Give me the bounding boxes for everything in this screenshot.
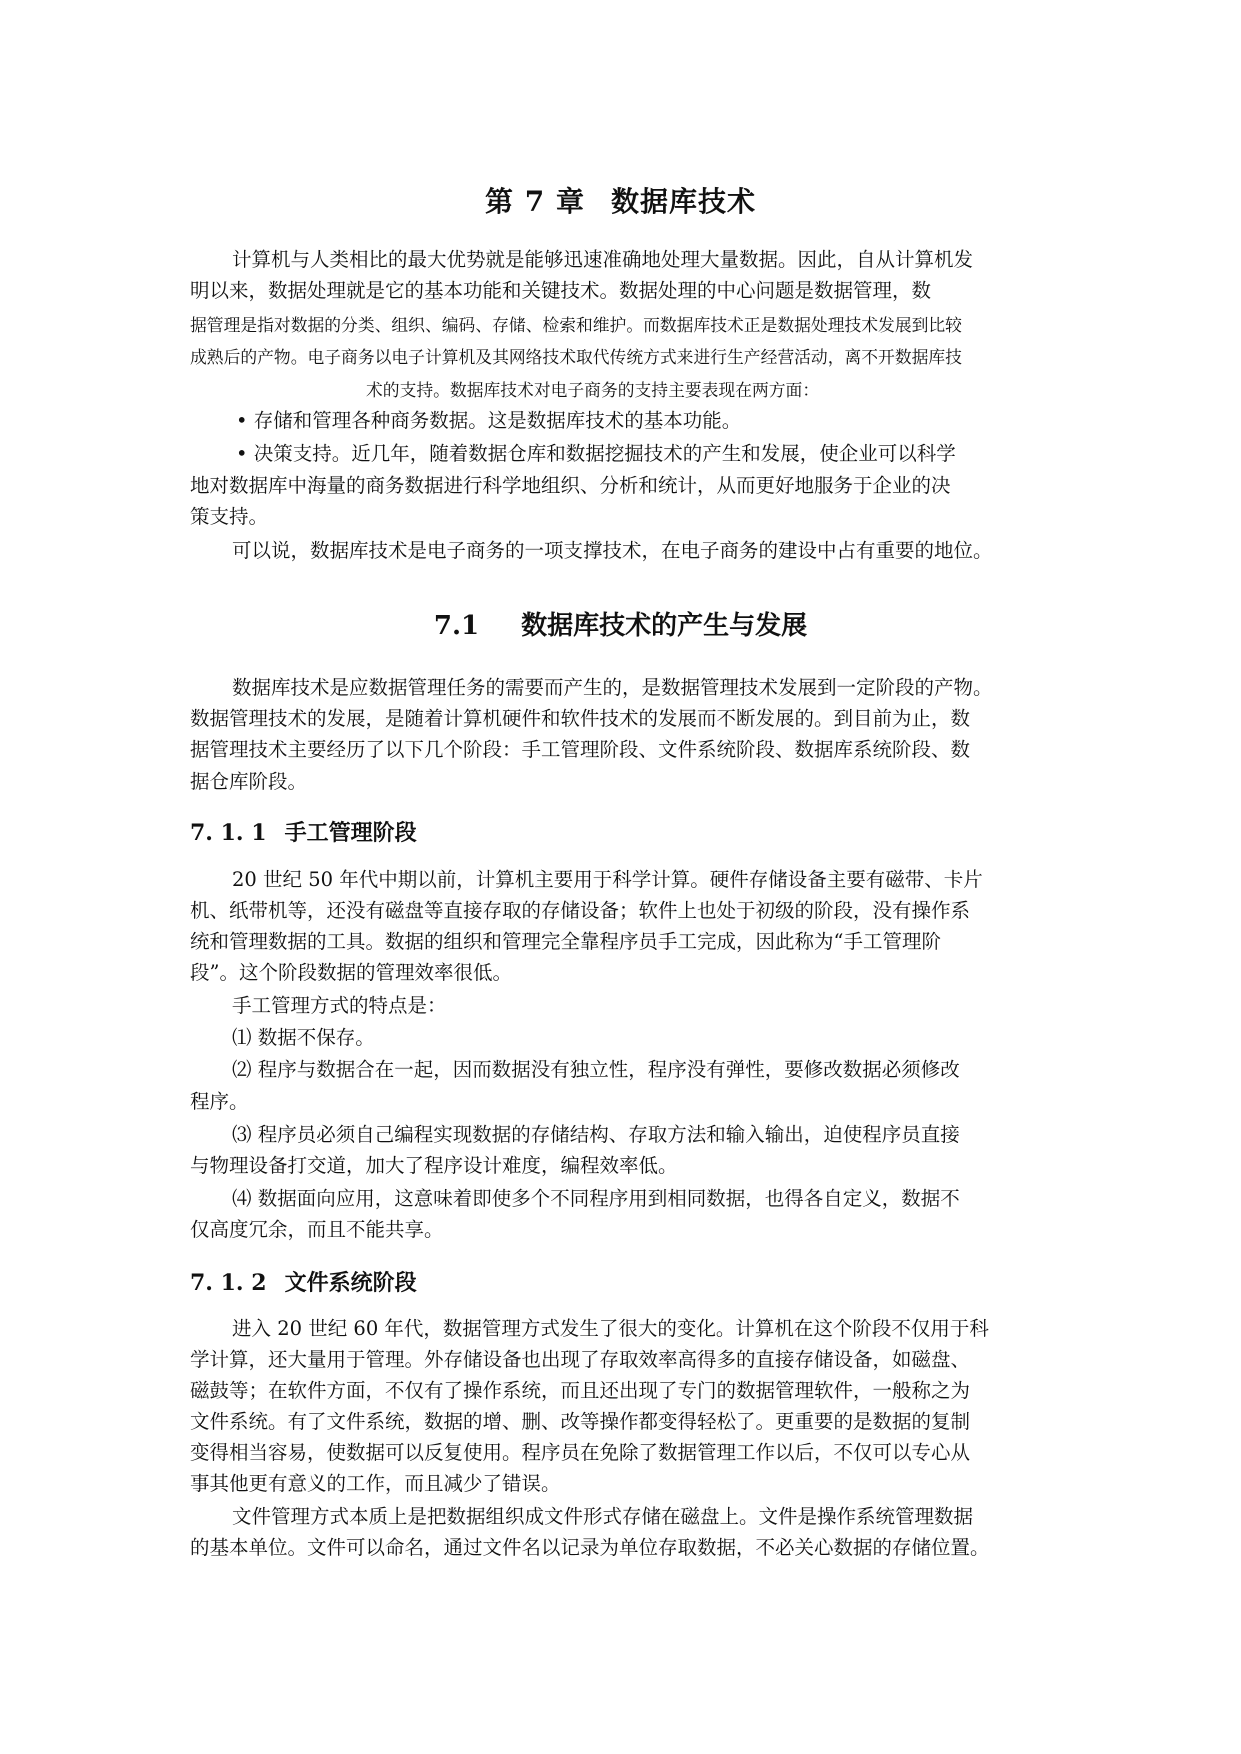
s711-p1-line-3: 统和管理数据的工具。数据的组织和管理完全靠程序员手工完成，因此称为“手工管理阶 <box>190 930 941 953</box>
s71-line-3: 据管理技术主要经历了以下几个阶段：手工管理阶段、文件系统阶段、数据库系统阶段、数 <box>190 738 971 761</box>
section-7-1-1-number: 7. 1. 1 <box>190 820 267 846</box>
section-7-1-2-title <box>190 1266 417 1297</box>
s712-p1-line-5: 变得相当容易，使数据可以反复使用。程序员在免除了数据管理工作以后，不仅可以专心从 <box>190 1441 971 1464</box>
s712-p1-line-6: 事其他更有意义的工作，而且减少了错误。 <box>190 1472 561 1495</box>
intro-line-4: 成熟后的产物。电子商务以电子计算机及其网络技术取代传统方式来进行生产经营活动，离不开数据库技 <box>190 347 962 367</box>
s711-p1-line-1: 20 世纪 50 年代中期以前，计算机主要用于科学计算。硬件存储设备主要有磁带、卡片 <box>232 868 983 891</box>
s711-feature-4-line-1: ⑷ 数据面向应用，这意味着即使多个不同程序用到相同数据，也得各自定义，数据不 <box>232 1187 960 1210</box>
s71-line-1: 数据库技术是应数据管理任务的需要而产生的，是数据管理技术发展到一定阶段的产物。 <box>232 676 993 699</box>
bullet-decision-line-2: 地对数据库中海量的商务数据进行科学地组织、分析和统计，从而更好地服务于企业的决 <box>190 474 951 497</box>
s71-line-2: 数据管理技术的发展，是随着计算机硬件和软件技术的发展而不断发展的。到目前为止，数 <box>190 707 971 730</box>
s711-feature-2-line-2: 程序。 <box>190 1090 249 1113</box>
s711-feature-4-line-2: 仅高度冗余，而且不能共享。 <box>190 1218 444 1241</box>
s712-p2-line-2: 的基本单位。文件可以命名，通过文件名以记录为单位存取数据，不必关心数据的存储位置。 <box>190 1536 990 1559</box>
s712-p1-line-2: 学计算，还大量用于管理。外存储设备也出现了存取效率高得多的直接存储设备，如磁盘、 <box>190 1348 971 1371</box>
intro-line-3: 据管理是指对数据的分类、组织、编码、存储、检索和维护。而数据库技术正是数据处理技术发展到比较 <box>190 315 962 335</box>
s711-feature-3-line-1: ⑶ 程序员必须自己编程实现数据的存储结构、存取方法和输入输出，迫使程序员直接 <box>232 1123 960 1146</box>
intro-line-5: 术的支持。数据库技术对电子商务的支持主要表现在两方面： <box>366 380 820 400</box>
chapter-name: 数据库技术 <box>610 185 756 218</box>
section-7-1-2-name: 文件系统阶段 <box>284 1270 417 1296</box>
section-7-1-number: 7.1 <box>433 611 480 641</box>
intro-line-2: 明以来，数据处理就是它的基本功能和关键技术。数据处理的中心问题是数据管理，数 <box>190 279 932 302</box>
s712-p2-line-1: 文件管理方式本质上是把数据组织成文件形式存储在磁盘上。文件是操作系统管理数据 <box>232 1505 974 1528</box>
section-7-1-title <box>0 605 1241 642</box>
s71-line-4: 据仓库阶段。 <box>190 770 308 793</box>
s711-features-intro: 手工管理方式的特点是： <box>232 994 447 1017</box>
chapter-title <box>0 180 1241 220</box>
s711-p1-line-2: 机、纸带机等，还没有磁盘等直接存取的存储设备；软件上也处于初级的阶段，没有操作系 <box>190 899 971 922</box>
s711-p1-line-4: 段”。这个阶段数据的管理效率很低。 <box>190 961 512 984</box>
s712-p1-line-3: 磁鼓等；在软件方面，不仅有了操作系统，而且还出现了专门的数据管理软件，一般称之为 <box>190 1379 971 1402</box>
section-7-1-1-name: 手工管理阶段 <box>284 820 417 846</box>
s712-p1-line-1: 进入 20 世纪 60 年代，数据管理方式发生了很大的变化。计算机在这个阶段不仅用于科 <box>232 1317 989 1340</box>
bullet-decision-line-1: • 决策支持。近几年，随着数据仓库和数据挖掘技术的产生和发展，使企业可以科学 <box>236 442 956 465</box>
s712-p1-line-4: 文件系统。有了文件系统，数据的增、删、改等操作都变得轻松了。更重要的是数据的复制 <box>190 1410 971 1433</box>
bullet-storage: • 存储和管理各种商务数据。这是数据库技术的基本功能。 <box>236 409 742 432</box>
s711-feature-2-line-1: ⑵ 程序与数据合在一起，因而数据没有独立性，程序没有弹性，要修改数据必须修改 <box>232 1058 960 1081</box>
section-7-1-1-title <box>190 816 417 847</box>
s711-feature-3-line-2: 与物理设备打交道，加大了程序设计难度，编程效率低。 <box>190 1154 678 1177</box>
intro-line-1: 计算机与人类相比的最大优势就是能够迅速准确地处理大量数据。因此，自从计算机发 <box>232 248 974 271</box>
bullet-decision-line-3: 策支持。 <box>190 505 269 528</box>
chapter-number: 第 7 章 <box>485 185 585 218</box>
section-7-1-name: 数据库技术的产生与发展 <box>521 611 808 641</box>
s711-feature-1: ⑴ 数据不保存。 <box>232 1026 375 1049</box>
section-7-1-2-number: 7. 1. 2 <box>190 1270 267 1296</box>
intro-conclusion: 可以说，数据库技术是电子商务的一项支撑技术，在电子商务的建设中占有重要的地位。 <box>232 539 993 562</box>
